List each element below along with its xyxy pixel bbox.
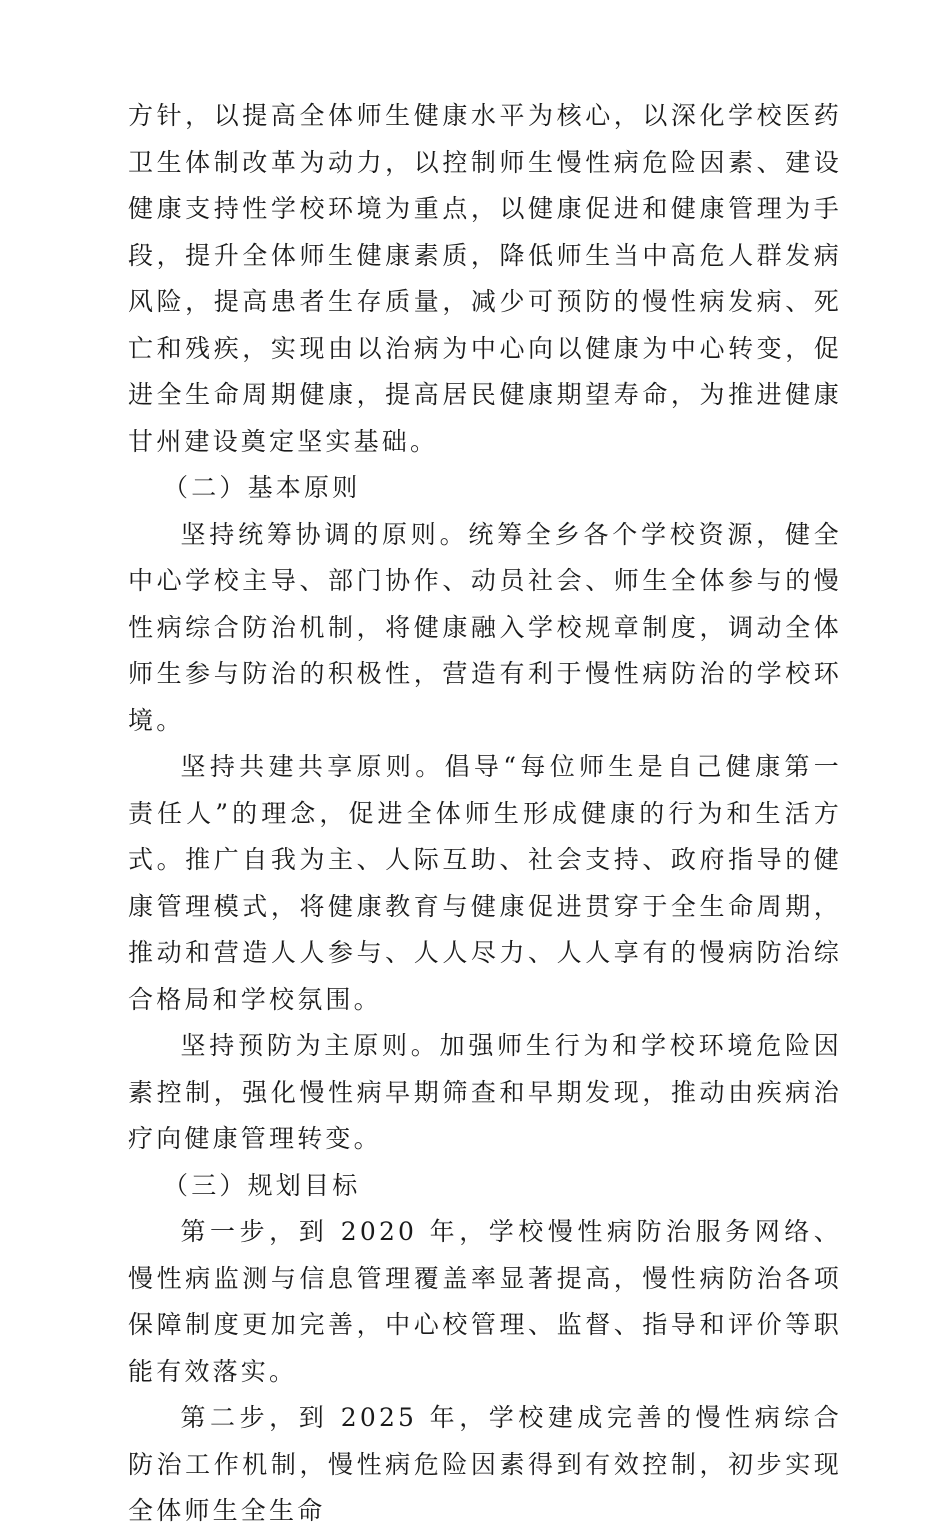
section-heading-basic-principles: （二）基本原则 (163, 473, 361, 502)
paragraph-co-building-principle: 坚持共建共享原则。倡导“每位师生是自己健康第一责任人”的理念，促进全体师生形成健康的行为和生活方式。推广自我为主、人际互助、社会支持、政府指导的健康管理模式，将健康教育与健康促进贯穿于全生命周期，推动和营造人人参与、人人尽力、人人享有的慢病防治综合格局和学校氛围。 (128, 752, 842, 1014)
paragraph-coordination-principle: 坚持统筹协调的原则。统筹全乡各个学校资源，健全中心学校主导、部门协作、动员社会、师生全体参与的慢性病综合防治机制，将健康融入学校规章制度，调动全体师生参与防治的积极性，营造有利于慢性病防治的学校环境。 (128, 519, 842, 735)
paragraph-guiding-policy: 方针，以提高全体师生健康水平为核心，以深化学校医药卫生体制改革为动力，以控制师生慢性病危险因素、建设健康支持性学校环境为重点，以健康促进和健康管理为手段，提升全体师生健康素质，降低师生当中高危人群发病风险，提高患者生存质量，减少可预防的慢性病发病、死亡和残疾，实现由以治病为中心向以健康为中心转变，促进全生命周期健康，提高居民健康期望寿命，为推进健康甘州建设奠定坚实基础。 (128, 101, 842, 456)
paragraph-step-two-2025: 第二步，到 2025 年，学校建成完善的慢性病综合防治工作机制，慢性病危险因素得到有效控制，初步实现全体师生全生命 (128, 1403, 842, 1525)
document-body (128, 93, 842, 1535)
section-heading-planning-goals: （三）规划目标 (163, 1170, 361, 1200)
paragraph-prevention-principle: 坚持预防为主原则。加强师生行为和学校环境危险因素控制，强化慢性病早期筛查和早期发现，推动由疾病治疗向健康管理转变。 (128, 1031, 842, 1153)
paragraph-step-one-2020: 第一步，到 2020 年，学校慢性病防治服务网络、慢性病监测与信息管理覆盖率显著提高，慢性病防治各项保障制度更加完善，中心校管理、监督、指导和评价等职能有效落实。 (128, 1217, 842, 1386)
